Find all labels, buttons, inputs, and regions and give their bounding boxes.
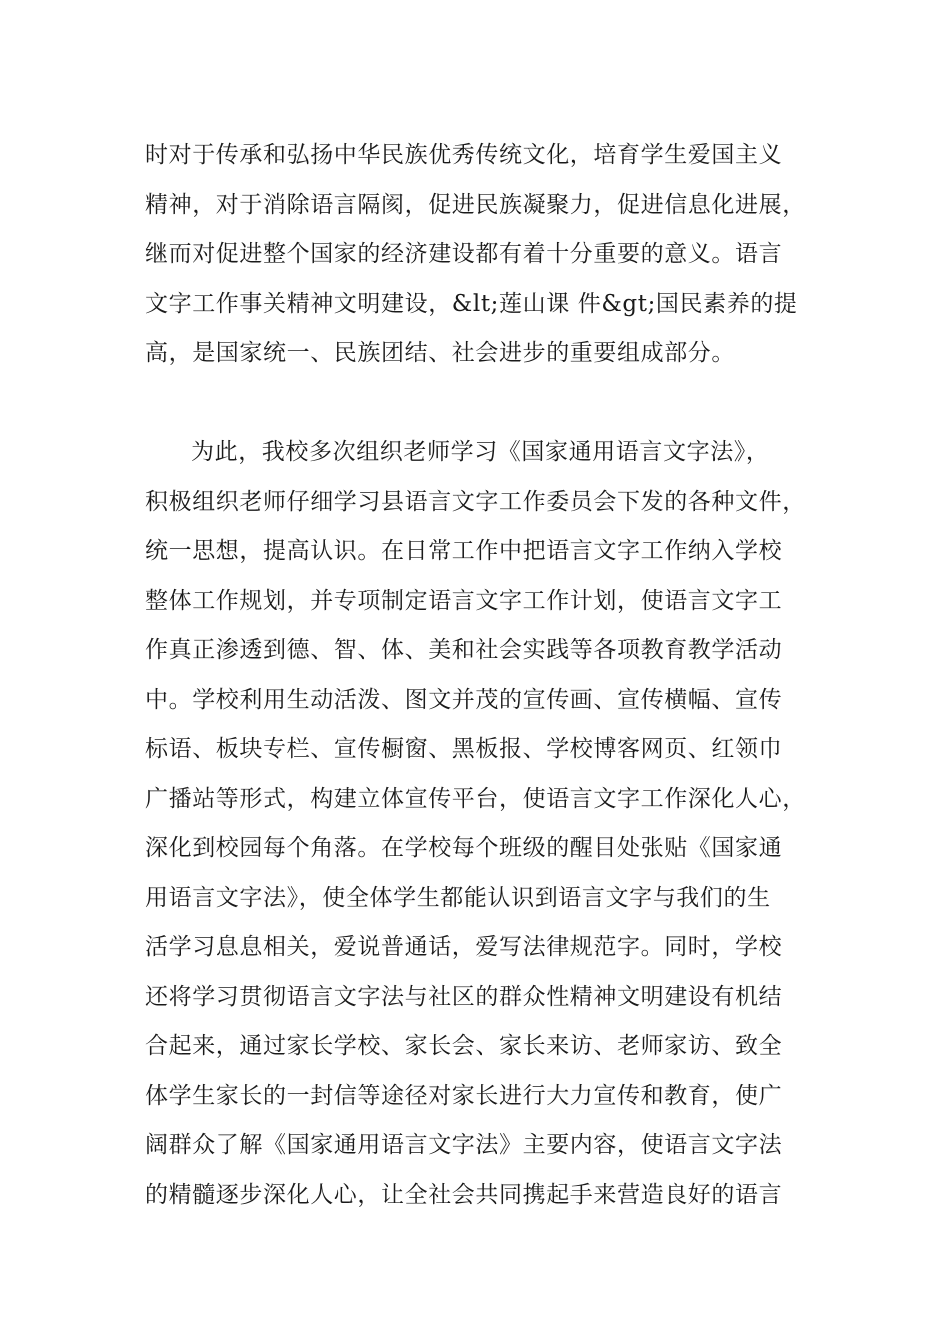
text-line: 活学习息息相关，爱说普通话，爱写法律规范字。同时，学校 xyxy=(145,934,783,960)
text-line: 文字工作事关精神文明建设，&lt;莲山课 件&gt;国民素养的提 xyxy=(145,290,798,317)
paragraph-2 xyxy=(145,428,831,1220)
text-line: 体学生家长的一封信等途径对家长进行大力宣传和教育，使广 xyxy=(145,1082,783,1109)
text-line-indented: 为此，我校多次组织老师学习《国家通用语言文字法》， xyxy=(191,439,770,465)
text-line: 合起来，通过家长学校、家长会、家长来访、老师家访、致全 xyxy=(145,1033,783,1059)
text-line: 广播站等形式，构建立体宣传平台，使语言文字工作深化人心， xyxy=(145,785,806,812)
text-line: 深化到校园每个角落。在学校每个班级的醒目处张贴《国家通 xyxy=(145,835,783,861)
text-line: 积极组织老师仔细学习县语言文字工作委员会下发的各种文件， xyxy=(145,488,806,515)
text-line: 标语、板块专栏、宣传橱窗、黑板报、学校博客网页、红领巾 xyxy=(145,736,783,762)
text-line: 作真正渗透到德、智、体、美和社会实践等各项教育教学活动 xyxy=(145,637,783,663)
paragraph-1 xyxy=(145,131,831,379)
text-line: 阔群众了解《国家通用语言文字法》主要内容，使语言文字法 xyxy=(145,1132,783,1158)
text-line: 统一思想，提高认识。在日常工作中把语言文字工作纳入学校 xyxy=(145,538,783,564)
text-line: 高，是国家统一、民族团结、社会进步的重要组成部分。 xyxy=(145,340,735,366)
text-line: 时对于传承和弘扬中华民族优秀传统文化，培育学生爱国主义 xyxy=(145,142,783,168)
text-line: 中。学校利用生动活泼、图文并茂的宣传画、宣传横幅、宣传 xyxy=(145,686,783,713)
text-line: 继而对促进整个国家的经济建设都有着十分重要的意义。语言 xyxy=(145,241,783,267)
text-line: 用语言文字法》，使全体学生都能认识到语言文字与我们的生 xyxy=(145,884,771,911)
text-line: 还将学习贯彻语言文字法与社区的群众性精神文明建设有机结 xyxy=(145,983,783,1010)
text-line: 的精髓逐步深化人心，让全社会共同携起手来营造良好的语言 xyxy=(145,1181,783,1208)
text-line: 精神，对于消除语言隔阂，促进民族凝聚力，促进信息化进展， xyxy=(145,191,806,218)
text-line: 整体工作规划，并专项制定语言文字工作计划，使语言文字工 xyxy=(145,587,783,614)
